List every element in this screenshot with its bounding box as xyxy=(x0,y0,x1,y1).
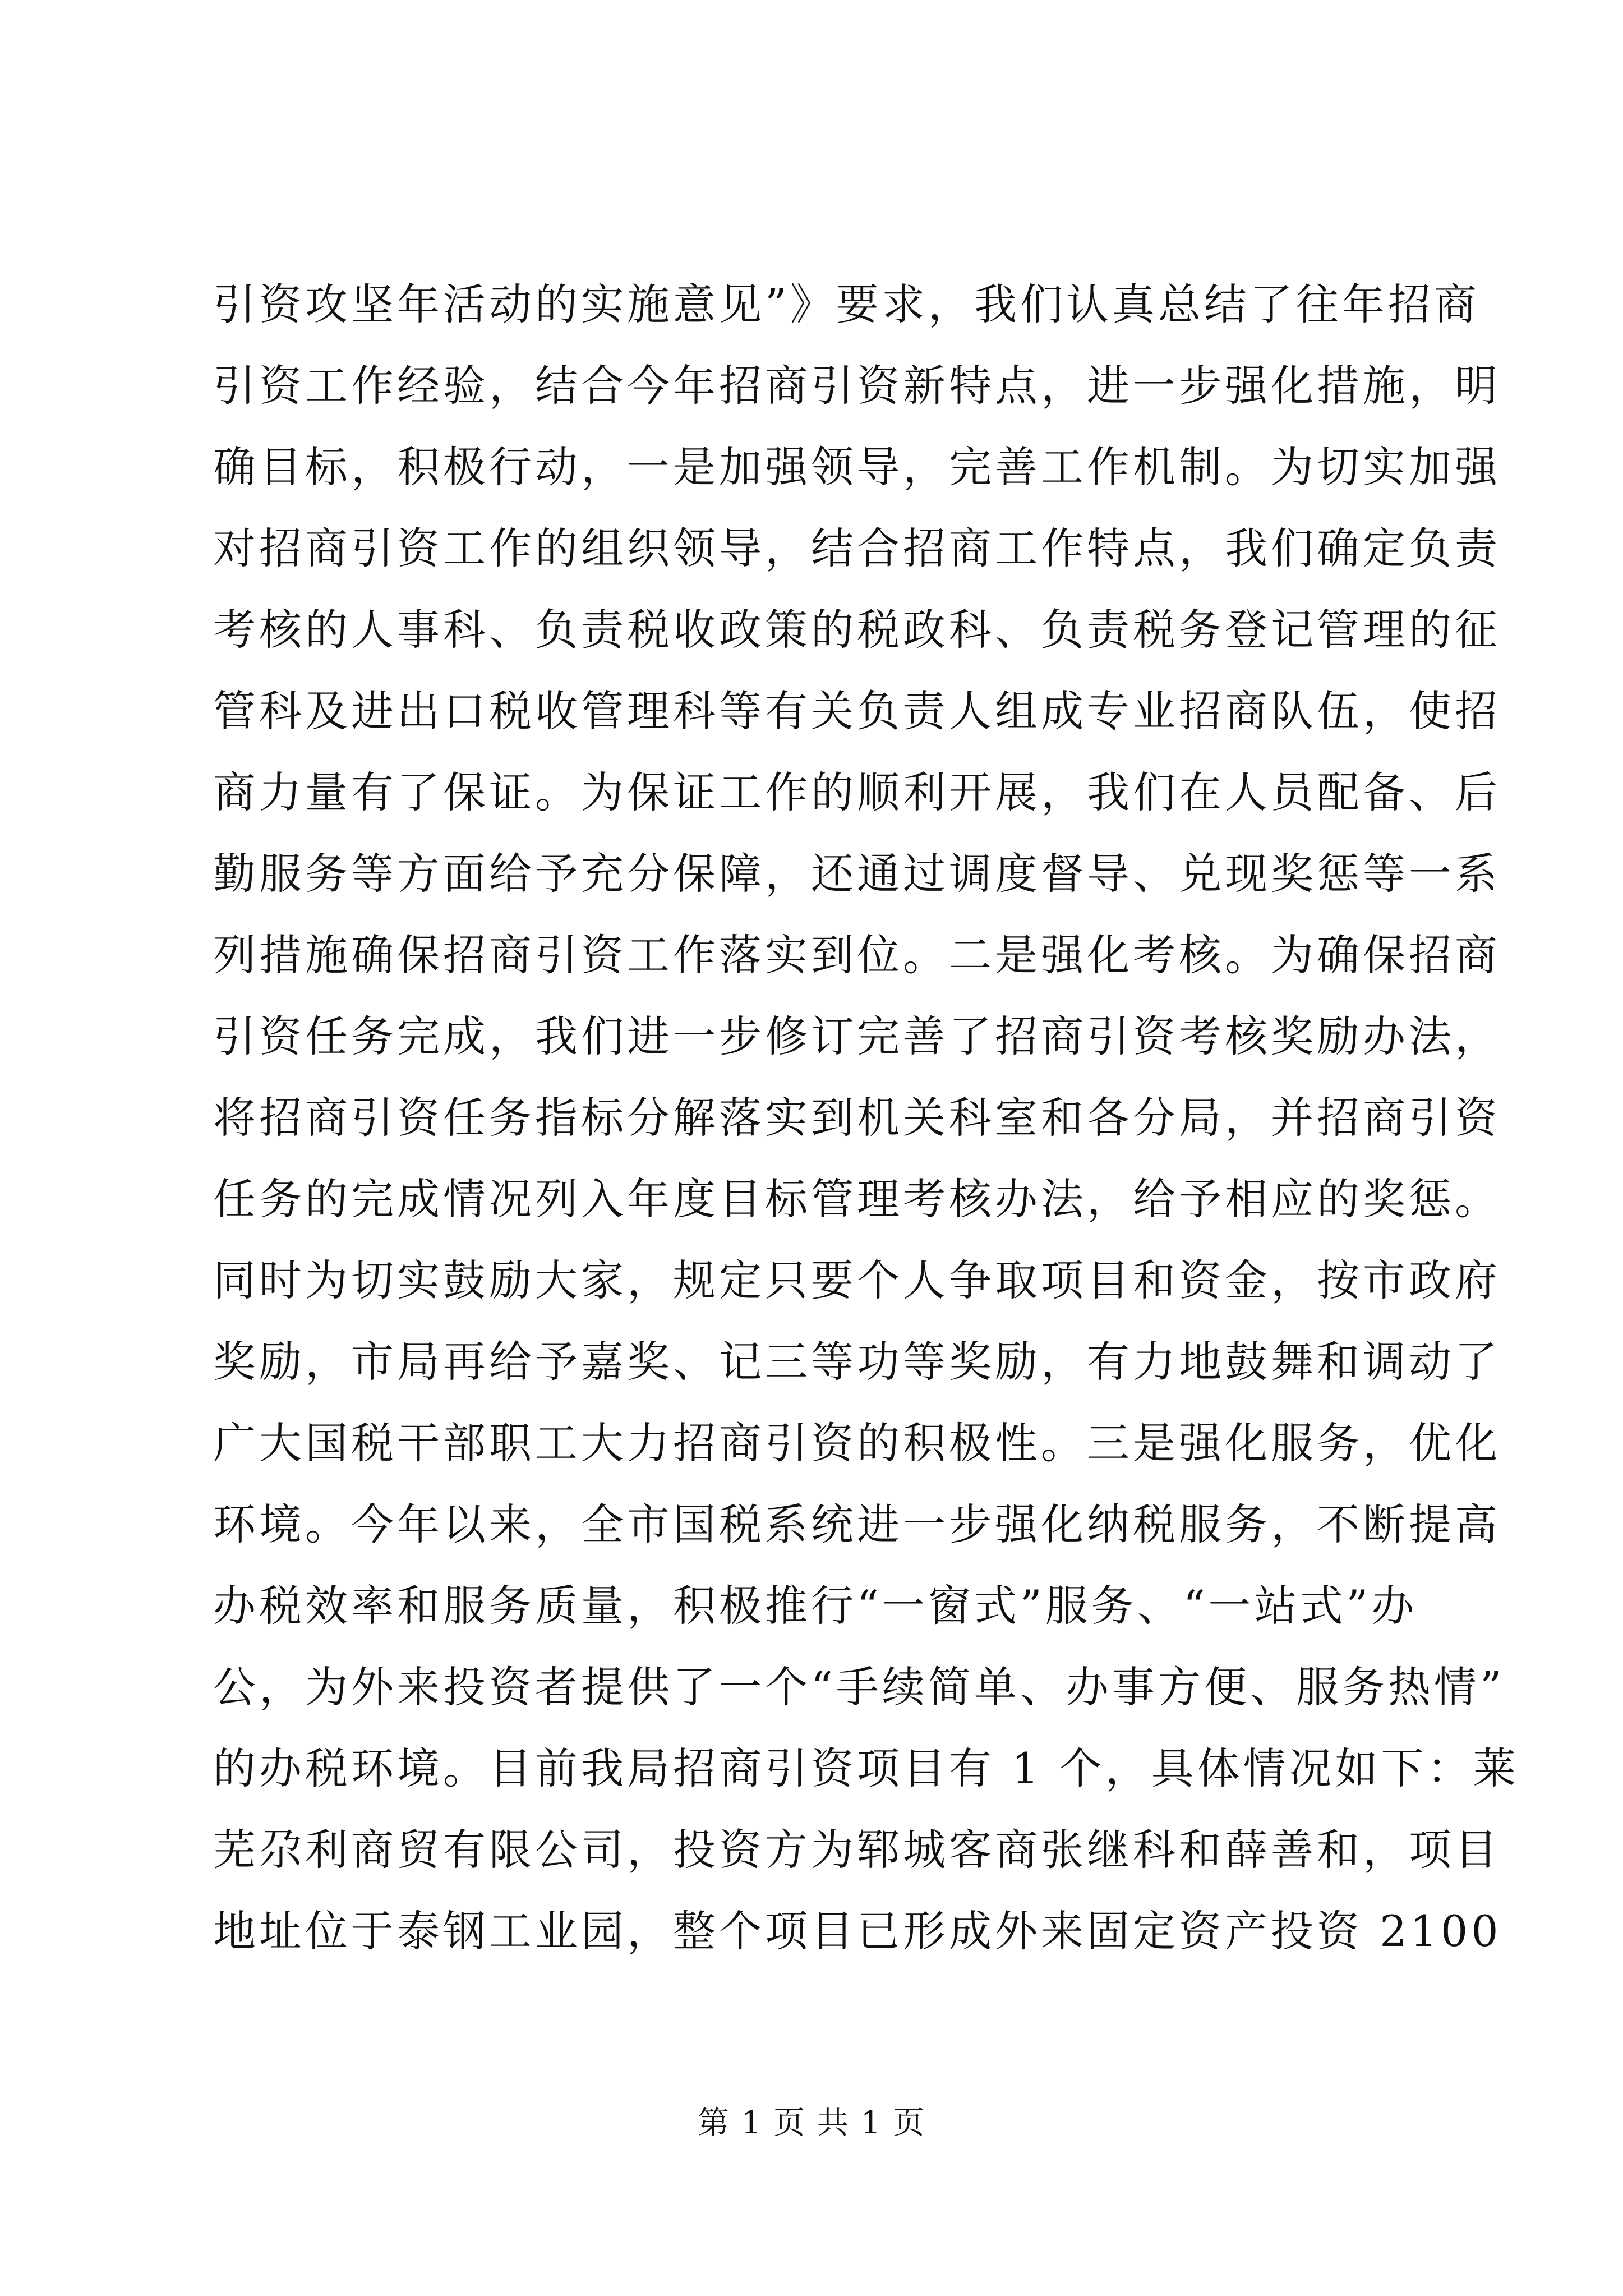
text-line: 奖励，市局再给予嘉奖、记三等功等奖励，有力地鼓舞和调动了 xyxy=(213,1337,1501,1387)
text-line: 确目标，积极行动，一是加强领导，完善工作机制。为切实加强 xyxy=(213,442,1501,492)
text-line: 同时为切实鼓励大家，规定只要个人争取项目和资金，按市政府 xyxy=(213,1255,1501,1305)
text-line: 考核的人事科、负责税收政策的税政科、负责税务登记管理的征 xyxy=(213,605,1501,655)
text-line: 勤服务等方面给予充分保障，还通过调度督导、兑现奖惩等一系 xyxy=(213,849,1501,899)
text-line: 引资工作经验，结合今年招商引资新特点，进一步强化措施，明 xyxy=(213,361,1501,411)
text-line: 商力量有了保证。为保证工作的顺利开展，我们在人员配备、后 xyxy=(213,767,1501,817)
text-line: 列措施确保招商引资工作落实到位。二是强化考核。为确保招商 xyxy=(213,930,1501,980)
text-line: 广大国税干部职工大力招商引资的积极性。三是强化服务，优化 xyxy=(213,1418,1501,1468)
text-line: 地址位于泰钢工业园，整个项目已形成外来固定资产投资 2100 xyxy=(213,1906,1502,1956)
text-line: 的办税环境。目前我局招商引资项目有 1 个，具体情况如下：莱 xyxy=(213,1743,1519,1793)
text-line: 芜尕利商贸有限公司，投资方为郓城客商张继科和薛善和，项目 xyxy=(213,1825,1501,1875)
page-number-footer: 第 1 页 共 1 页 xyxy=(697,2105,926,2141)
text-line: 对招商引资工作的组织领导，结合招商工作特点，我们确定负责 xyxy=(213,523,1501,573)
text-line: 公，为外来投资者提供了一个“手续简单、办事方便、服务热情” xyxy=(213,1662,1505,1712)
text-line: 环境。今年以来，全市国税系统进一步强化纳税服务，不断提高 xyxy=(213,1499,1501,1549)
text-line: 管科及进出口税收管理科等有关负责人组成专业招商队伍，使招 xyxy=(213,686,1501,736)
body-text xyxy=(213,264,1519,1972)
text-line: 将招商引资任务指标分解落实到机关科室和各分局，并招商引资 xyxy=(213,1093,1501,1143)
text-line: 引资攻坚年活动的实施意见”》要求，我们认真总结了往年招商 xyxy=(213,279,1480,329)
text-line: 引资任务完成，我们进一步修订完善了招商引资考核奖励办法， xyxy=(213,1011,1501,1061)
text-line: 办税效率和服务质量，积极推行“一窗式”服务、“一站式”办 xyxy=(213,1581,1418,1631)
text-line: 任务的完成情况列入年度目标管理考核办法，给予相应的奖惩。 xyxy=(213,1174,1501,1224)
